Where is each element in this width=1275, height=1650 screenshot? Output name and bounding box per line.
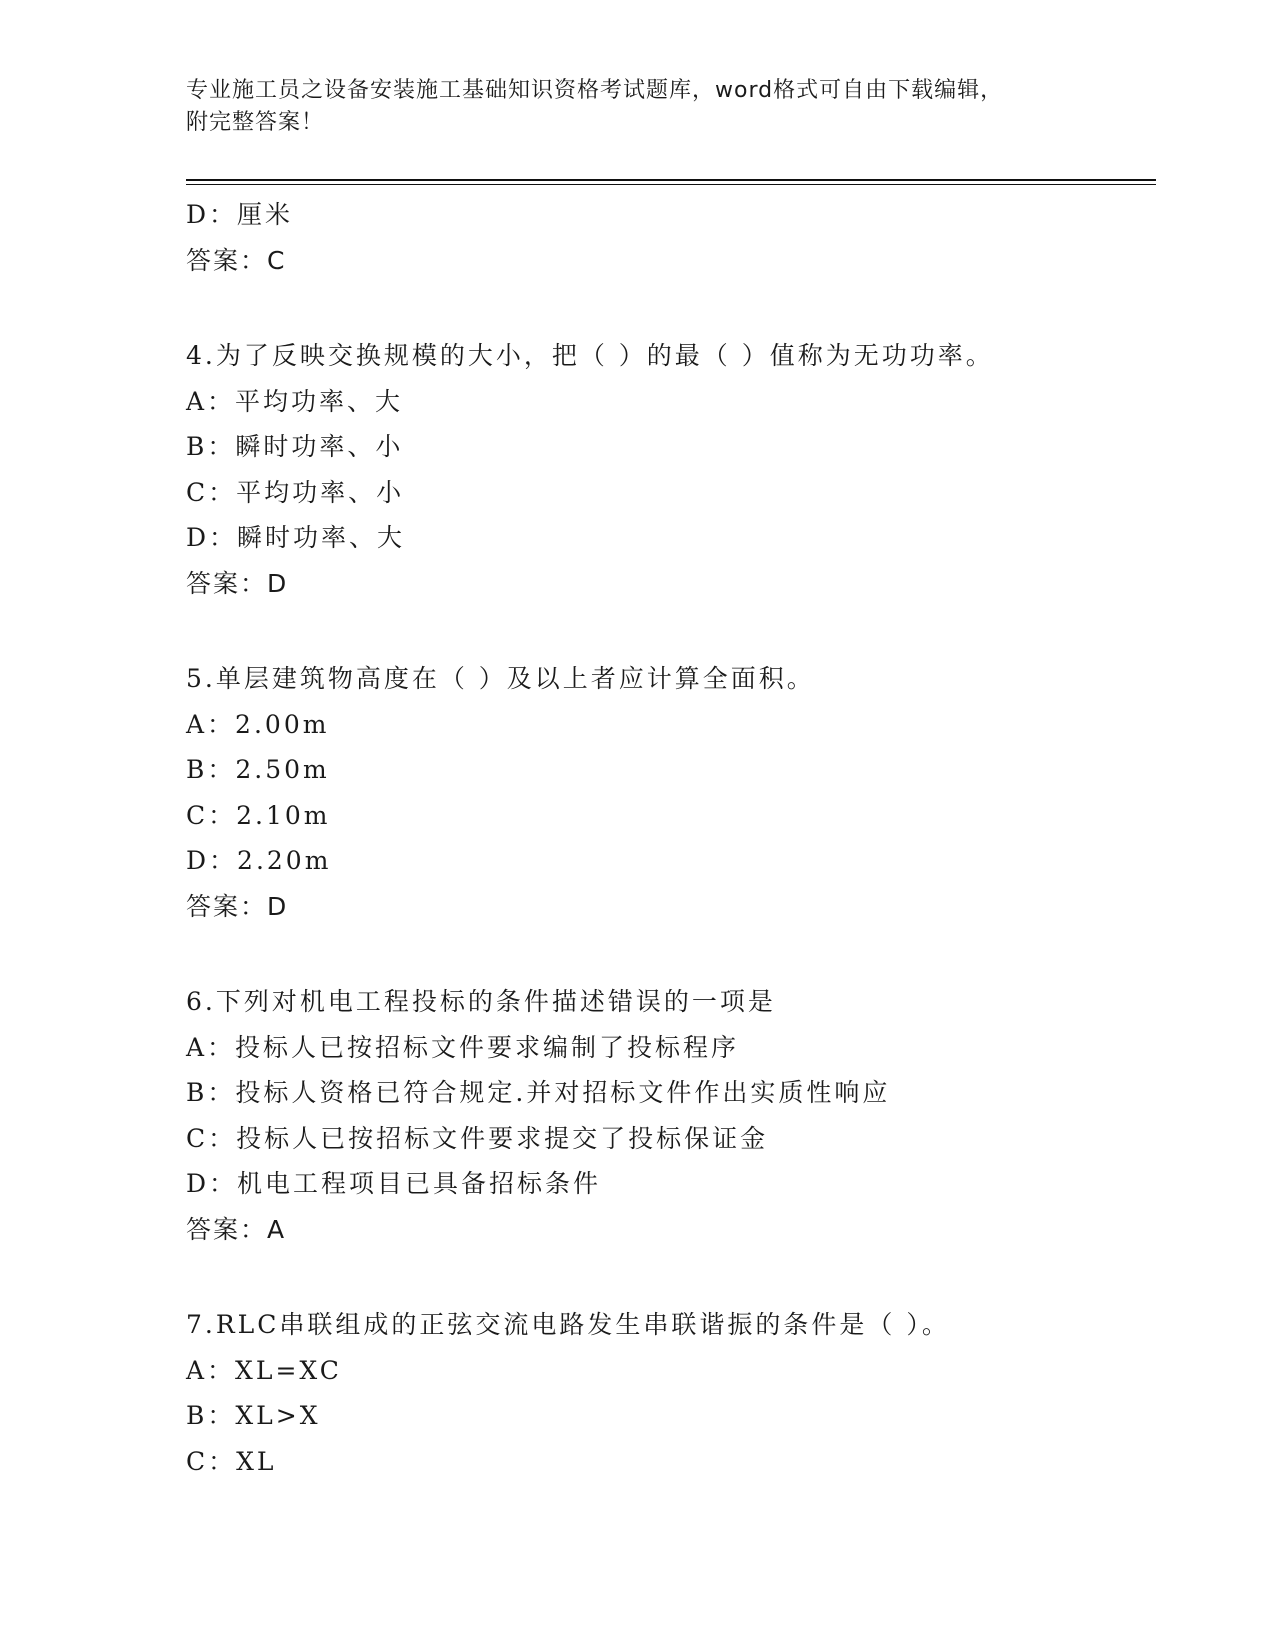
q5-option-a: A：2.00m	[186, 709, 330, 739]
q5-answer: 答案：D	[186, 891, 289, 921]
q6-stem: 6.下列对机电工程投标的条件描述错误的一项是	[186, 987, 776, 1016]
q3-answer: 答案：C	[186, 245, 287, 275]
header-title-line2: 附完整答案！	[186, 110, 325, 135]
q5-option-c: C：2.10m	[186, 800, 331, 830]
q4-option-b: B：瞬时功率、小	[186, 432, 404, 461]
document-header	[186, 75, 1086, 139]
q6-option-b: B：投标人资格已符合规定.并对招标文件作出实质性响应	[186, 1078, 891, 1107]
q6-answer: 答案：A	[186, 1214, 287, 1244]
header-divider	[186, 179, 1156, 185]
q4-option-c: C：平均功率、小	[186, 477, 405, 507]
header-title-line1: 专业施工员之设备安装施工基础知识资格考试题库，word格式可自由下载编辑，	[186, 78, 1004, 103]
q4-option-d: D：瞬时功率、大	[186, 523, 406, 552]
q4-answer: 答案：D	[186, 568, 289, 598]
q7-stem: 7.RLC串联组成的正弦交流电路发生串联谐振的条件是（ ）。	[186, 1310, 950, 1339]
q7-option-b: B：XL>X	[186, 1401, 321, 1430]
q4-stem: 4.为了反映交换规模的大小，把（ ）的最（ ）值称为无功功率。	[186, 341, 994, 370]
q3-option-d: D：厘米	[186, 200, 294, 229]
q4-option-a: A：平均功率、大	[186, 386, 404, 416]
q5-option-d: D：2.20m	[186, 846, 332, 875]
q7-option-a: A：XL=XC	[186, 1355, 342, 1385]
q6-option-d: D：机电工程项目已具备招标条件	[186, 1169, 602, 1198]
q6-option-a: A：投标人已按招标文件要求编制了投标程序	[186, 1032, 740, 1062]
q6-option-c: C：投标人已按招标文件要求提交了投标保证金	[186, 1123, 769, 1153]
q5-option-b: B：2.50m	[186, 755, 330, 784]
q7-option-c: C：XL	[186, 1446, 277, 1476]
q5-stem: 5.单层建筑物高度在（ ）及以上者应计算全面积。	[186, 664, 815, 693]
question-list	[186, 192, 1156, 1484]
